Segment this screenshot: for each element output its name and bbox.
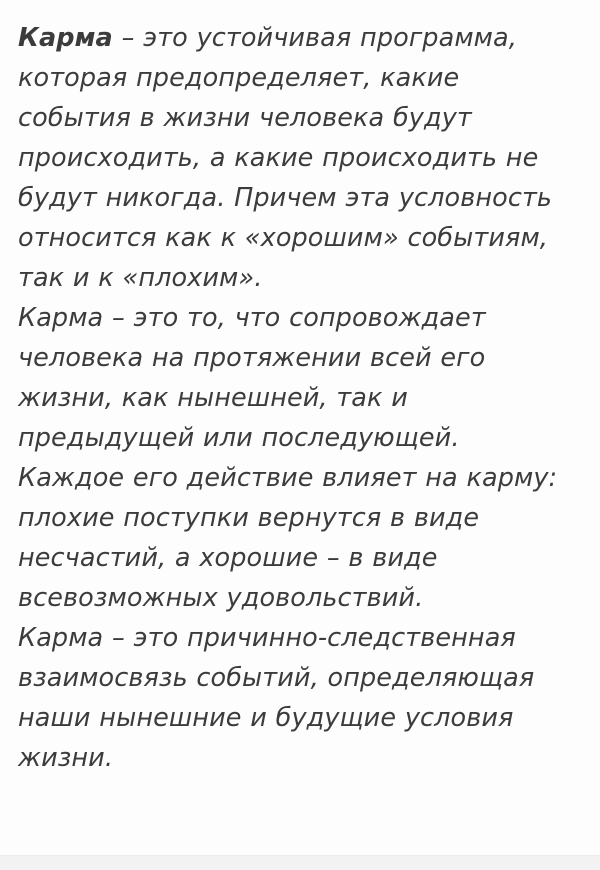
paragraph-4-text: Карма – это причинно-следственная взаимосвязь событий, определяющая наши нынешние и будущие условия жизни.	[18, 623, 535, 773]
paragraph-1	[18, 18, 578, 298]
bottom-divider	[0, 855, 600, 870]
paragraph-1-lead: Карма	[18, 23, 113, 53]
paragraph-3-text: Каждое его действие влияет на карму: плохие поступки вернутся в виде несчастий, а хорошие – в виде всевозможных удовольствий.	[18, 463, 558, 613]
paragraph-3	[18, 458, 578, 618]
document-text-body	[18, 18, 578, 778]
paragraph-4	[18, 618, 578, 778]
paragraph-1-text: – это устойчивая программа, которая предопределяет, какие события в жизни человека будут происходить, а какие происходить не будут никогда. Причем эта условность относится как к «хорошим» событиям, так и к «плохим».	[18, 23, 553, 293]
paragraph-2	[18, 298, 578, 458]
paragraph-2-text: Карма – это то, что сопровождает человека на протяжении всей его жизни, как нынешней, так и предыдущей или последующей.	[18, 303, 486, 453]
